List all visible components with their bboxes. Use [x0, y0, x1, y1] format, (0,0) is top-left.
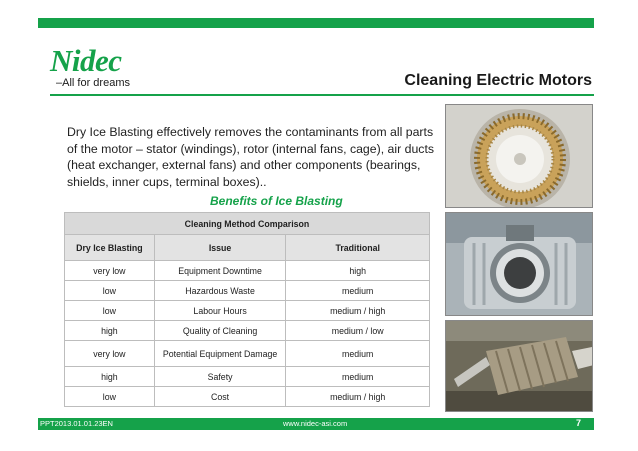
table-cell: medium / high — [286, 387, 430, 407]
stator-photo — [445, 104, 593, 208]
table-cell: very low — [65, 261, 155, 281]
column-header: Traditional — [286, 235, 430, 261]
nidec-logo — [50, 43, 160, 89]
table-cell: Labour Hours — [154, 301, 286, 321]
intro-paragraph: Dry Ice Blasting effectively removes the contaminants from all parts of the motor – stator (windings), rotor (internal fans, cage), air ducts (heat exchanger, external fans) and other components (bearings, shields, inner cups, terminal boxes).. — [67, 125, 435, 189]
table-cell: low — [65, 387, 155, 407]
title-divider — [50, 94, 594, 96]
table-cell: Potential Equipment Damage — [154, 341, 286, 367]
table-cell: low — [65, 281, 155, 301]
table-cell: medium — [286, 281, 430, 301]
table-cell: medium — [286, 367, 430, 387]
motor-housing-photo — [445, 212, 593, 316]
table-row — [65, 261, 430, 281]
table-row — [65, 281, 430, 301]
table-cell: medium — [286, 341, 430, 367]
footer-website-link[interactable]: www.nidec-asi.com — [283, 419, 348, 428]
table-row — [65, 367, 430, 387]
table-cell: medium / low — [286, 321, 430, 341]
column-header: Dry Ice Blasting — [65, 235, 155, 261]
slide-title: Cleaning Electric Motors — [404, 72, 592, 89]
table-cell: medium / high — [286, 301, 430, 321]
table-cell: low — [65, 301, 155, 321]
rotor-photo — [445, 320, 593, 412]
logo-wordmark: Nidec — [50, 43, 122, 78]
table-caption: Cleaning Method Comparison — [65, 213, 430, 235]
logo-tagline: –All for dreams — [56, 77, 130, 89]
page-number: 7 — [576, 418, 582, 428]
table-cell: Equipment Downtime — [154, 261, 286, 281]
table-cell: Safety — [154, 367, 286, 387]
table-cell: high — [65, 367, 155, 387]
table-row — [65, 387, 430, 407]
benefits-heading: Benefits of Ice Blasting — [210, 194, 343, 208]
top-accent-bar — [38, 18, 594, 28]
table-cell: very low — [65, 341, 155, 367]
table-row — [65, 301, 430, 321]
table-row — [65, 321, 430, 341]
footer-document-code: PPT2013.01.01.23EN — [40, 419, 113, 428]
table-cell: high — [286, 261, 430, 281]
table-cell: Quality of Cleaning — [154, 321, 286, 341]
column-header: Issue — [154, 235, 286, 261]
comparison-table — [64, 212, 430, 407]
table-cell: high — [65, 321, 155, 341]
table-cell: Cost — [154, 387, 286, 407]
table-row — [65, 341, 430, 367]
table-cell: Hazardous Waste — [154, 281, 286, 301]
